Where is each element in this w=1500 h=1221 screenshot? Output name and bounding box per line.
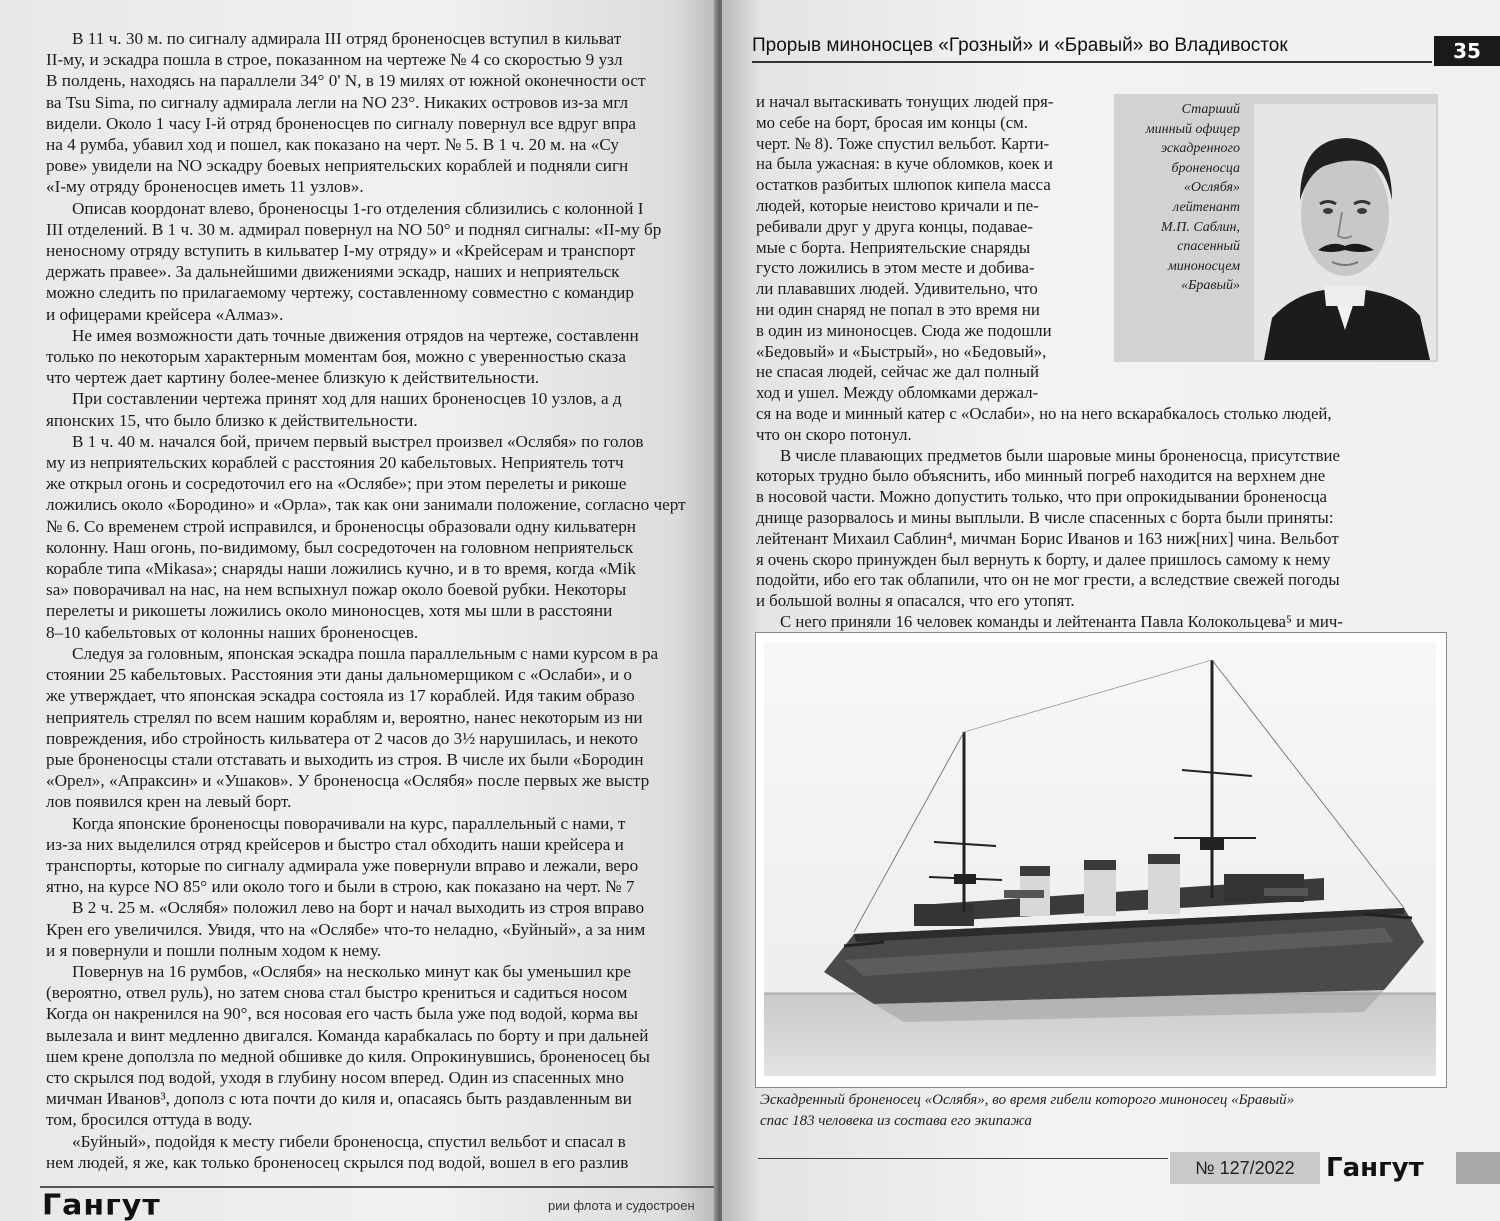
text-line: шем крене доползла по медной обшивке до киля. Опрокинувшись, броненосец бы	[46, 1046, 650, 1066]
text-line: стоянии 25 кабельтовых. Расстояния эти даны дальномерщиком с «Ослаби», и о	[46, 665, 632, 685]
portrait-photo	[1254, 104, 1436, 360]
text-line: Описав коордонат влево, броненосцы 1-го отделения сблизились с колонной I	[72, 198, 644, 218]
caption-line: броненосца	[1171, 160, 1240, 176]
caption-line: минный офицер	[1145, 121, 1240, 137]
text-line: 8–10 кабельтовых от колонны наших броненосцев.	[46, 622, 419, 642]
text-line: В полдень, находясь на параллели 34° 0' N, в 19 милях от южной оконечности ост	[46, 71, 646, 91]
text-line: ва Tsu Sima, по сигналу адмирала легли на NO 23°. Никаких островов из-за мгл	[46, 92, 629, 112]
text-line: «Бедовый» и «Быстрый», но «Бедовый»,	[756, 341, 1047, 361]
text-line: ребивали друг у друга концы, подавае-	[756, 216, 1033, 236]
text-line: вылезала и винт медленно двигался. Команда карабкалась по борту и при дальней	[46, 1025, 649, 1045]
text-line: транспорты, которые по сигналу адмирала уже повернули вправо и лежали, веро	[46, 855, 639, 875]
left-footer-running-text: рии флота и судостроен	[548, 1198, 695, 1213]
text-line: на была ужасная: в куче обломков, коек и	[756, 154, 1053, 174]
text-column-wide	[756, 404, 1343, 654]
header-rule	[752, 61, 1432, 63]
caption-line: лейтенант	[1173, 199, 1240, 215]
text-line: можно следить по прилагаемому чертежу, составленному совместно с командир	[46, 283, 634, 303]
text-line: в один из миноносцев. Сюда же подошли	[756, 320, 1052, 340]
text-line: и офицерами крейсера «Алмаз».	[46, 304, 284, 324]
text-line: В 11 ч. 30 м. по сигналу адмирала III отряд броненосцев вступил в кильват	[72, 29, 622, 48]
text-line: в носовой части. Можно допустить только, что при опрокидывании броненосца	[756, 487, 1327, 507]
text-line: При составлении чертежа принят ход для наших броненосцев 10 узлов, а д	[72, 389, 622, 409]
text-line: повреждения, ибо стройность кильватера от 2 часов до 3½ нарушилась, и некото	[46, 728, 638, 748]
text-line: В 2 ч. 25 м. «Ослябя» положил лево на борт и начал выходить из строя вправо	[72, 898, 645, 918]
text-line: что он скоро потонул.	[756, 424, 912, 444]
text-line: лов появился крен на левый борт.	[46, 792, 292, 812]
text-line: Не имея возможности дать точные движения отрядов на чертеже, составленн	[72, 325, 639, 345]
text-line: ся на воде и минный катер с «Ослаби», но на него вскарабкалось столько людей,	[756, 403, 1332, 423]
text-line: В числе плавающих предметов были шаровые мины броненосца, присутствие	[780, 445, 1340, 465]
text-line: мо себе на борт, бросая им концы (см.	[756, 112, 1028, 132]
text-line: корабле типа «Mikasa»; снаряды наши ложились кучно, и в то время, когда «Mik	[46, 559, 636, 579]
text-line: мичман Иванов³, дополз с юта почти до киля и, опасаясь быть раздавленным ви	[46, 1089, 632, 1109]
text-line: видели. Около 1 часу I-й отряд броненосцев по сигналу повернул все вдруг впра	[46, 113, 637, 133]
footer-rule	[758, 1158, 1168, 1159]
footer-bar	[1456, 1152, 1500, 1184]
page-number: 35	[1434, 36, 1500, 66]
text-line: ятно, на курсе NO 85° или около того и были в строю, как показано на черт. № 7	[46, 877, 635, 897]
text-line: «Буйный», подойдя к месту гибели броненосца, спустил вельбот и спасал в	[72, 1131, 626, 1151]
text-line: лейтенант Михаил Саблин⁴, мичман Борис Иванов и 163 ниж[них] чина. Вельбот	[756, 528, 1339, 548]
text-line: В 1 ч. 40 м. начался бой, причем первый выстрел произвел «Ослябя» по голов	[72, 431, 644, 451]
text-line: (вероятно, отвел руль), но затем снова стал быстро крениться и садиться носом	[46, 983, 628, 1003]
caption-line: «Ослябя»	[1183, 180, 1240, 196]
text-line: III отделений. В 1 ч. 30 м. адмирал повернул на NO 50° и поднял сигналы: «II-му бр	[46, 219, 662, 239]
portrait-caption	[1120, 100, 1240, 296]
text-line: из-за них выделился отряд крейсеров и быстро стал обходить наши крейсера и	[46, 834, 624, 854]
text-line: Когда японские броненосцы поворачивали на курс, параллельный с нами, т	[72, 813, 626, 833]
left-page-text	[46, 28, 718, 1173]
text-line: перелеты и рикошеты ложились около миноносцев, хотя мы шли в расстояни	[46, 601, 613, 621]
text-line: ли плававших людей. Удивительно, что	[756, 279, 1038, 299]
text-line: № 6. Со временем строй исправился, и броненосцы образовали одну кильватерн	[46, 516, 637, 536]
left-footer-rule	[40, 1186, 718, 1188]
text-line: ход и ушел. Между обломками держал-	[756, 383, 1039, 403]
caption-line: спасенный	[1177, 239, 1240, 255]
text-line: мые с борта. Неприятельские снаряды	[756, 237, 1031, 257]
text-line: неносному отряду вступить в кильватер I-му отряду» и «Крейсерам и транспорт	[46, 241, 636, 261]
text-line: и большой волны я опасался, что его утопят.	[756, 591, 1075, 611]
text-line: колонну. Наш огонь, по-видимому, был сосредоточен на головном неприятельск	[46, 537, 634, 557]
text-line: II-му, и эскадра пошла в строе, показанном на чертеже № 4 со скоростью 9 узл	[46, 50, 623, 70]
text-line: ложились около «Бородино» и «Орла», так как они занимали положение, согласно черт	[46, 495, 686, 515]
running-header-title: Прорыв миноносцев «Грозный» и «Бравый» во Владивосток	[752, 35, 1288, 56]
caption-line: Старший	[1181, 102, 1240, 117]
ship-photo	[764, 642, 1436, 1076]
text-line: нем людей, я же, как только броненосец скрылся под водой, вошел в его разлив	[46, 1152, 629, 1172]
text-line: что чертеж дает картину более-менее близкую к действительности.	[46, 368, 540, 388]
text-line: густо ложились в этом месте и добива-	[756, 258, 1035, 278]
left-page	[0, 0, 718, 1221]
text-line: «I-му отряду броненосцев иметь 11 узлов».	[46, 177, 364, 197]
text-line: sa» поворачивал на нас, на нем вспыхнул пожар около боевой рубки. Некоторы	[46, 580, 627, 600]
text-line: держать правее». За дальнейшими движениями эскадр, наших и неприятельск	[46, 262, 620, 282]
text-line: и начал вытаскивать тонущих людей пря-	[756, 92, 1054, 111]
magazine-logo: Гангут	[1326, 1153, 1424, 1183]
running-header	[752, 35, 1464, 61]
text-line: днище разорвалось и мины выплыли. В числе спасенных с борта были приняты:	[756, 507, 1334, 527]
text-line: му из неприятельских кораблей с расстояния 20 кабельтовых. Неприятель тотч	[46, 453, 624, 473]
text-line: подойти, ибо его так облапили, что он не мог грести, а вследствие свежей погоды	[756, 570, 1340, 590]
text-line: ни один снаряд не попал в это время ни	[756, 299, 1040, 319]
text-line: только по некоторым характерным моментам боя, можно с уверенностью сказа	[46, 347, 626, 367]
text-line: и я повернули и пошли полным ходом к нему.	[46, 940, 382, 960]
text-line: остатков разбитых шлюпок кипела масса	[756, 175, 1051, 195]
text-line: Крен его увеличился. Увидя, что на «Ослябе» что-то неладно, «Буйный», а за ним	[46, 919, 646, 939]
issue-number: № 127/2022	[1170, 1152, 1320, 1184]
text-line: Повернув на 16 румбов, «Ослябя» на несколько минут как бы уменьшил кре	[72, 961, 631, 981]
left-footer-logo: Гангут	[42, 1188, 161, 1221]
text-line: на 4 румба, убавил ход и пошел, как показано на черт. № 5. В 1 ч. 20 м. на «Су	[46, 135, 619, 155]
text-line: Когда он накренился на 90°, вся носовая его часть была уже под водой, корма вы	[46, 1004, 638, 1024]
caption-line: «Бравый»	[1181, 278, 1240, 294]
caption-line: спас 183 человека из состава его экипажа	[760, 1113, 1032, 1129]
text-line: рые броненосцы стали отставать и выходить из строя. В числе их были «Бородин	[46, 749, 644, 769]
text-line: неприятель стрелял по всем нашим кораблям и, вероятно, нанес некоторым из ни	[46, 707, 643, 727]
text-line: же утверждает, что японская эскадра состояла из 17 кораблей. Идя таким образо	[46, 686, 635, 706]
text-line: Следуя за головным, японская эскадра пошла параллельным с нами курсом в ра	[72, 643, 659, 663]
text-line: сто скрылся под водой, уходя в глубину носом вперед. Один из спасенных мно	[46, 1067, 624, 1087]
caption-line: Эскадренный броненосец «Ослябя», во время гибели которого миноносец «Бравый»	[760, 1092, 1295, 1108]
text-line: «Орел», «Апраксин» и «Ушаков». У броненосца «Ослябя» после первых же выстр	[46, 771, 650, 791]
text-line: черт. № 8). Тоже спустил вельбот. Карти-	[756, 133, 1050, 153]
text-line: рове» увидели на NO эскадру боевых неприятельских кораблей и подняли сигн	[46, 156, 629, 176]
caption-line: миноносцем	[1167, 258, 1240, 274]
right-page	[722, 0, 1500, 1221]
text-line: людей, которые неистово кричали и пе-	[756, 195, 1039, 215]
text-line: не спасая людей, сейчас же дал полный	[756, 362, 1040, 382]
text-line: С него приняли 16 человек команды и лейтенанта Павла Колокольцева⁵ и мич-	[780, 611, 1343, 631]
caption-line: М.П. Саблин,	[1161, 219, 1240, 235]
text-line: том, бросился оттуда в воду.	[46, 1110, 253, 1130]
text-line: японских 15, что было близко к действительности.	[46, 410, 418, 430]
ship-photo-caption	[760, 1090, 1400, 1132]
caption-line: эскадренного	[1160, 141, 1240, 157]
text-line: же открыл огонь и сосредоточил его на «Ослябе»; при этом перелеты и рикоше	[46, 474, 627, 494]
text-line: я очень скоро принужден был вернуть к борту, и далее пришлось самому к нему	[756, 549, 1331, 569]
text-line: которых трудно было объяснить, ибо минный погреб находится на верхнем дне	[756, 466, 1326, 486]
